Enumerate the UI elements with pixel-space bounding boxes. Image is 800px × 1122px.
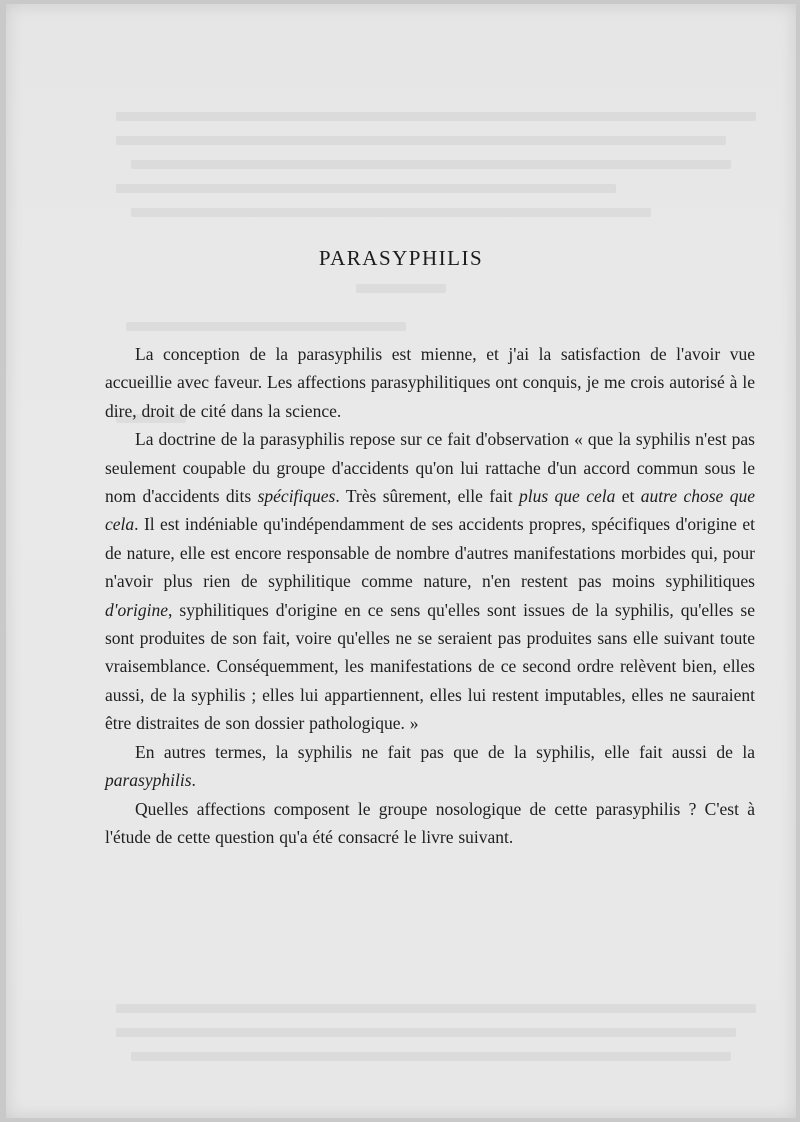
italic-run: spécifiques <box>257 486 336 507</box>
page-title: PARASYPHILIS <box>318 246 484 270</box>
book-page <box>6 4 796 1118</box>
italic-run: d'origine <box>105 599 169 620</box>
paragraph: Quelles affections composent le groupe nosologique de cette parasyphilis ? C'est à l'étude de cette question qu'a été consacré le livre suivant. <box>105 798 755 847</box>
paragraph: La conception de la parasyphilis est mienne, et j'ai la satisfaction de l'avoir vue accueillie avec faveur. Les affections parasyphilitiques ont conquis, je me crois autorisé à le dire, droit de cité dans la science. <box>105 344 755 421</box>
italic-run: plus que cela <box>518 486 616 507</box>
paragraph: En autres termes, la syphilis ne fait pas que de la syphilis, elle fait aussi de la parasyphilis. <box>105 741 755 791</box>
italic-run: autre chose que cela <box>105 486 755 535</box>
body-text <box>105 340 755 851</box>
paragraph: La doctrine de la parasyphilis repose sur ce fait d'observation « que la syphilis n'est pas seulement coupable du groupe d'accidents qu'on lui rattache d'un accord commun sous le nom d'accidents dits spécifiques. Très sûrement, elle fait plus que cela et autre chose que cela. Il est indéniable qu'indépendamment de ses accidents propres, spécifiques d'origine et de nature, elle est encore responsable de nombre d'autres manifestations morbides qui, pour n'avoir plus rien de syphilitique comme nature, n'en restent pas moins syphilitiques d'origine, syphilitiques d'origine en ce sens qu'elles sont issues de la syphilis, qu'elles se sont produites de son fait, voire qu'elles ne se seraient pas produites sans elle suivant toute vraisemblance. Conséquemment, les manifestations de ce second ordre relèvent bien, elles aussi, de la syphilis ; elles lui appartiennent, elles lui restent imputables, elles ne sauraient être distraites de son dossier pathologique. » <box>105 429 755 734</box>
italic-run: parasyphilis <box>105 770 192 791</box>
